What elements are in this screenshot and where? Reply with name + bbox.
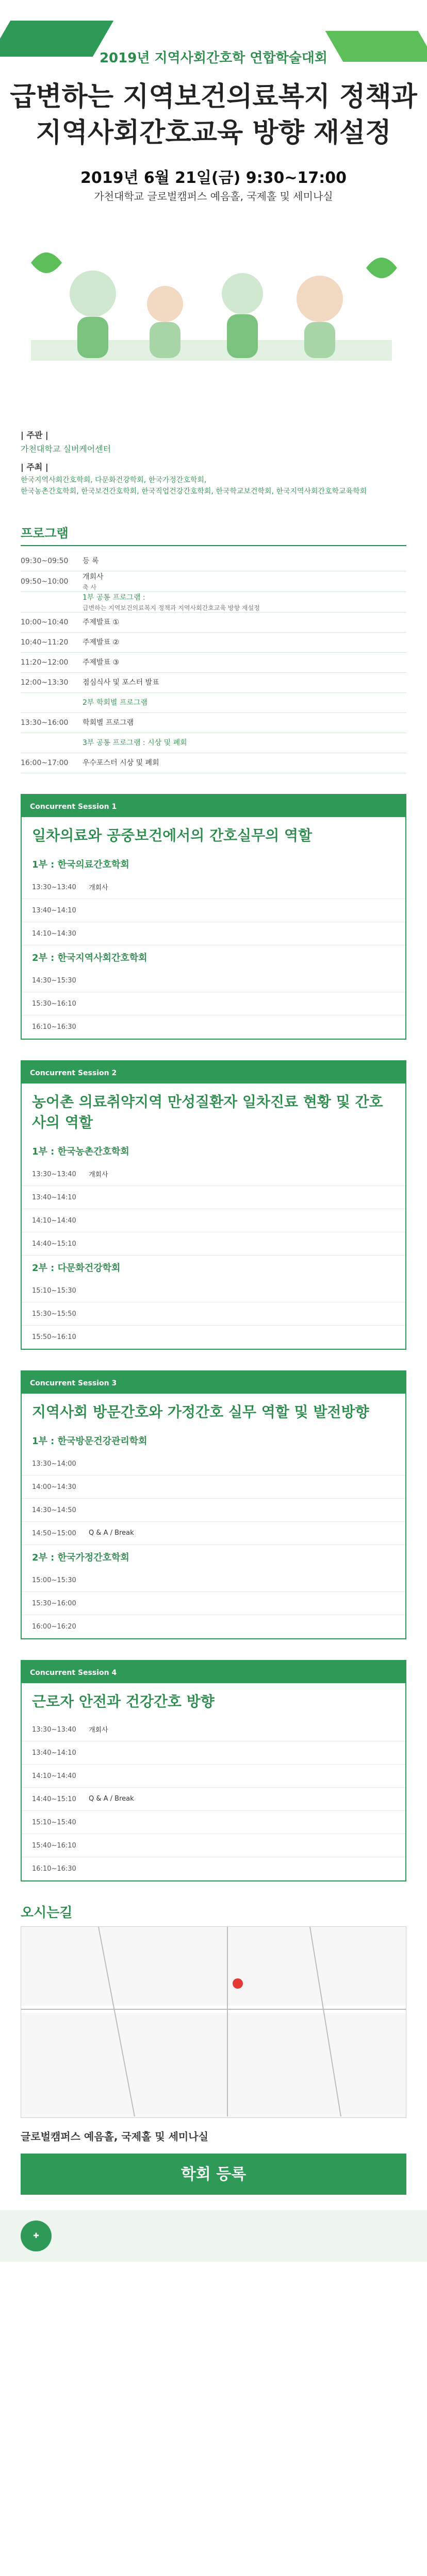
info-section [0,412,427,502]
session-row [22,1615,405,1638]
session-label: Concurrent Session 3 [30,1379,117,1387]
session-header [22,1061,405,1083]
host-text: 가천대학교 실버케어센터 [21,444,111,454]
program-content [83,757,406,769]
sponsor-line: 한국지역사회간호학회, 다문화건강학회, 한국가정간호학회, [21,476,207,484]
program-content-main: 점심식사 및 포스터 발표 [83,679,159,687]
session-time: 15:00~15:30 [32,1576,76,1584]
concurrent-session [21,794,406,1040]
session-row [22,1015,405,1039]
session-row [22,1476,405,1499]
session-time: 15:30~16:00 [32,1599,76,1607]
session-time: 14:10~14:30 [32,929,76,938]
session-group-title [22,945,405,969]
program-row [21,613,406,633]
session-row [22,1232,405,1256]
program-row [21,733,406,753]
session-time: 14:10~14:40 [32,1216,76,1225]
session-content [89,1580,395,1581]
session-time: 15:30~15:50 [32,1310,76,1318]
session-group-name: 1부 : 한국방문건강관리학회 [32,1436,147,1447]
program-content [83,717,406,728]
session-row [22,1788,405,1811]
session-group-name: 1부 : 한국농촌간호학회 [32,1146,129,1157]
session-row [22,1302,405,1326]
session-time: 13:40~14:10 [32,1749,76,1757]
program-content-main: 우수포스터 시상 및 폐회 [83,759,159,767]
program-content-main: 2부 학회별 프로그램 [83,699,147,707]
session-row [22,1186,405,1209]
program-row [21,693,406,713]
program-time: 11:20~12:00 [21,658,69,667]
concurrent-session [21,1370,406,1639]
session-time: 15:10~15:30 [32,1286,76,1295]
session-time: 15:30~16:10 [32,999,76,1008]
session-title: 지역사회 방문간호와 가정간호 실무 역할 및 발전방향 [32,1403,369,1420]
session-header [22,1371,405,1394]
session-row [22,1209,405,1232]
map-title [21,1902,406,1921]
session-title: 농어촌 의료취약지역 만성질환자 일차진료 현황 및 간호사의 역할 [32,1093,383,1131]
session-time: 15:10~15:40 [32,1818,76,1826]
session-row [22,1279,405,1302]
session-row [22,1718,405,1741]
session-content [89,1603,395,1604]
session-content [89,1510,395,1511]
program-row [21,753,406,773]
program-content [83,657,406,668]
program-title: 프로그램 [21,523,406,546]
session-content [89,1313,395,1314]
session-time: 16:00~16:20 [32,1622,76,1631]
program-table [0,551,427,773]
session-content [89,1529,395,1538]
program-time: 09:30~09:50 [21,557,69,565]
session-content [89,1626,395,1627]
program-row [21,592,406,613]
session-content [89,980,395,981]
session-time: 13:40~14:10 [32,1193,76,1201]
program-row [21,653,406,673]
session-header [22,1661,405,1683]
session-time: 13:30~13:40 [32,1725,76,1734]
program-content [83,617,406,628]
program-time: 13:30~16:00 [21,719,69,727]
program-content-sub: 축 사 [83,584,96,591]
session-time: 14:40~15:10 [32,1795,76,1803]
session-group-title [22,1256,405,1279]
program-row [21,571,406,592]
session-content-main: 개회사 [89,1726,108,1734]
session-content [89,1003,395,1004]
session-group-name: 2부 : 한국지역사회간호학회 [32,953,147,963]
session-time: 13:30~13:40 [32,1170,76,1178]
session-row [22,899,405,922]
session-group-name: 2부 : 다문화건강학회 [32,1263,121,1274]
session-time: 14:10~14:40 [32,1772,76,1780]
session-group-title [22,852,405,876]
session-content [89,1463,395,1464]
session-content [89,1486,395,1487]
session-group-name: 1부 : 한국의료간호학회 [32,859,129,870]
register-button[interactable] [21,2154,406,2195]
hero-place: 가천대학교 글로벌캠퍼스 예음홀, 국제홀 및 세미나실 [94,190,333,202]
program-content-main: 학회별 프로그램 [83,719,134,727]
session-group-name: 2부 : 한국가정간호학회 [32,1552,129,1563]
session-row [22,1592,405,1615]
program-content-main: 1부 공통 프로그램 : [83,594,145,602]
session-title: 일차의료와 공중보건에서의 간호실무의 역할 [32,827,313,844]
program-time: 10:40~11:20 [21,638,69,647]
program-content [83,637,406,648]
session-time: 14:30~15:30 [32,976,76,985]
hero-illustration [10,206,417,412]
session-row [22,922,405,945]
session-time: 16:10~16:30 [32,1865,76,1873]
session-time: 13:30~14:00 [32,1460,76,1468]
program-content-main: 주제발표 ③ [83,658,120,667]
session-row [22,1569,405,1592]
register-label: 학회 등록 [180,2165,247,2183]
program-content-main: 주제발표 ① [83,618,120,626]
location-map [21,1926,406,2118]
session-content [89,1169,395,1180]
hero-title-line1: 급변하는 지역보건의료복지 정책과 [10,81,417,112]
program-content [83,555,406,567]
map-title-text: 오시는길 [21,1905,73,1921]
session-content-main: 개회사 [89,884,108,892]
session-content [89,1026,395,1027]
session-row [22,1741,405,1765]
session-time: 15:40~16:10 [32,1841,76,1850]
concurrent-session [21,1060,406,1350]
session-time: 14:50~15:00 [32,1529,76,1537]
session-time: 16:10~16:30 [32,1023,76,1031]
concurrent-session [21,1660,406,1882]
session-header [22,795,405,817]
session-group-title [22,1429,405,1452]
session-content-main: 개회사 [89,1171,108,1179]
session-row [22,1765,405,1788]
session-content [89,1775,395,1776]
session-label: Concurrent Session 1 [30,803,117,811]
session-row [22,992,405,1015]
session-content [89,882,395,893]
session-row [22,1163,405,1186]
session-label: Concurrent Session 2 [30,1069,117,1077]
session-group-title [22,1139,405,1163]
session-label: Concurrent Session 4 [30,1669,117,1677]
program-content-sub: 급변하는 지역보건의료복지 정책과 지역사회간호교육 방향 재설정 [83,604,260,612]
program-content-main: 3부 공통 프로그램 : 시상 및 폐회 [83,739,187,747]
program-content [83,592,406,612]
map-graphic [21,1927,406,2116]
program-row [21,713,406,733]
sessions-container [0,794,427,1882]
session-time: 13:40~14:10 [32,906,76,914]
session-row [22,1834,405,1857]
session-content [89,1220,395,1221]
session-content [89,1243,395,1244]
session-content [89,933,395,934]
session-row [22,876,405,899]
program-content [83,677,406,688]
session-row [22,1857,405,1880]
sponsor-line: 한국농촌간호학회, 한국보건간호학회, 한국직업건강간호학회, 한국학교보건학회, 한국지역사회간호학교육학회 [21,487,367,496]
sponsor-heading: | 주최 | [21,462,48,472]
program-content-main: 등 록 [83,557,99,565]
session-content [89,1724,395,1735]
program-row [21,551,406,571]
program-row [21,633,406,653]
session-time: 14:00~14:30 [32,1483,76,1491]
session-content [89,1197,395,1198]
session-content [89,1868,395,1869]
program-content [83,737,406,749]
hero-banner [0,0,427,412]
session-group-title [22,1545,405,1569]
session-row [22,1452,405,1476]
session-time: 15:50~16:10 [32,1333,76,1341]
program-time: 12:00~13:30 [21,679,69,687]
session-content [89,1845,395,1846]
program-content-main: 주제발표 ② [83,638,120,647]
host-heading: | 주관 | [21,430,48,440]
hero-kicker: 2019년 지역사회간호학 연합학술대회 [99,50,328,66]
hero-title-line2: 지역사회간호교육 방향 재설정 [36,117,391,148]
program-content-main: 개회사 [83,573,104,581]
session-row [22,1499,405,1522]
session-content-main: Q & A / Break [89,1529,134,1537]
session-content [89,1290,395,1291]
hero-date: 2019년 6월 21일(금) 9:30~17:00 [80,169,347,187]
program-row [21,673,406,693]
session-content [89,1336,395,1337]
session-time: 14:40~15:10 [32,1240,76,1248]
session-row [22,969,405,992]
footer [0,2210,427,2262]
session-row [22,1811,405,1834]
session-content-main: Q & A / Break [89,1794,134,1803]
session-row [22,1326,405,1349]
session-row [22,1522,405,1545]
society-logo: ✚ [21,2221,52,2251]
venue-text: 글로벌캠퍼스 예음홀, 국제홀 및 세미나실 [21,2130,208,2143]
session-content [89,1795,395,1804]
program-content [83,571,406,591]
program-content [83,697,406,708]
session-content [89,910,395,911]
program-time: 09:50~10:00 [21,577,69,586]
session-time: 14:30~14:50 [32,1506,76,1514]
session-content [89,1752,395,1753]
session-content [89,1822,395,1823]
session-time: 13:30~13:40 [32,883,76,891]
program-time: 10:00~10:40 [21,618,69,626]
program-time: 16:00~17:00 [21,759,69,767]
session-title: 근로자 안전과 건강간호 방향 [32,1693,215,1710]
